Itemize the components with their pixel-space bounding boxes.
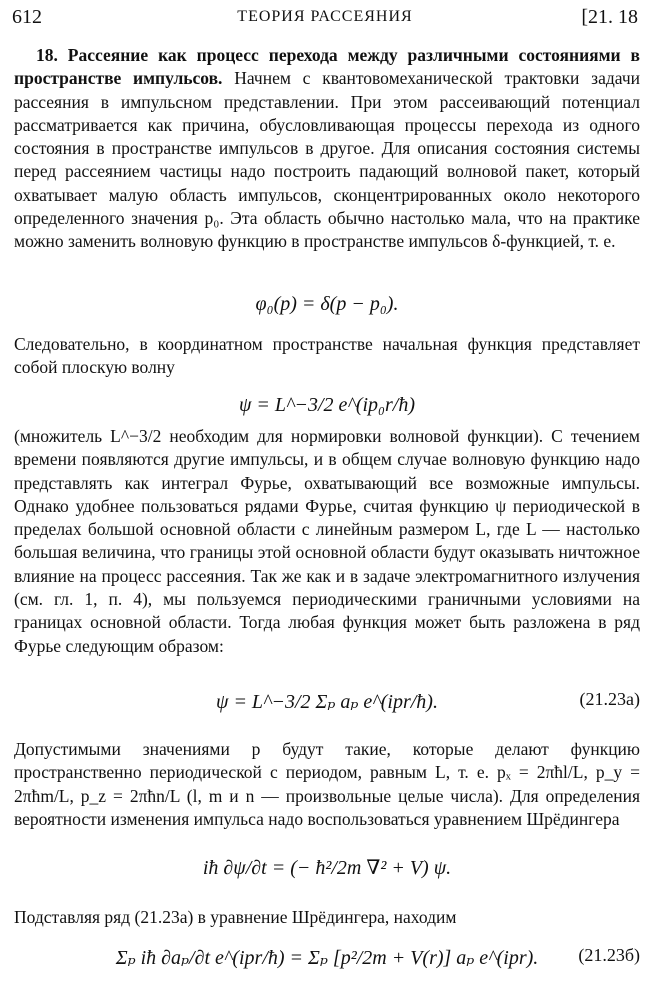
section-reference: [21. 18: [581, 6, 638, 28]
equation-number-21-23a: (21.23а): [579, 689, 640, 709]
equation-coefficients: [14, 945, 640, 970]
running-title: ТЕОРИЯ РАССЕЯНИЯ: [237, 8, 413, 25]
running-header: [12, 6, 638, 32]
paragraph-fourier: (множитель L^−3/2 необходим для нормировки волновой функции). С течением времени появляются другие импульсы, и в общем случае волновую функцию надо представлять как интеграл Фурье, охватывающий все возможные импульсы. Однако удобнее пользоваться рядами Фурье, считая функцию ψ периодической в пределах большой основной области с линейным размером L, где L — настолько большая величина, что границы этой основной области будут оказывать ничтожное влияние на процесс рассеяния. Так же как и в задаче электромагнитного излучения (см. гл. 1, п. 4), мы пользуемся периодическими граничными условиями на границах основной области. Тогда любая функция может быть разложена в ряд Фурье следующим образом:: [14, 426, 640, 656]
equation-number-21-23b: (21.23б): [578, 945, 640, 965]
equation-delta-body: φ₀(p) = δ(p − p₀).: [255, 293, 399, 315]
equation-coefficients-body: Σₚ iħ ∂aₚ/∂t e^(ipr/ħ) = Σₚ [p²/2m + V(r)] aₚ e^(ipr).: [115, 947, 539, 969]
paragraph-intro: [14, 44, 640, 254]
equation-schrodinger: [14, 855, 640, 880]
intro-text: Начнем с квантовомеханической трактовки задачи рассеяния в импульсном представлении. При этом рассеивающий потенциал рассматривается как причина, обусловливающая процессы перехода из одного состояния в пространстве импульсов в другое. Для описания состояния системы перед рассеянием частицы надо построить падающий волновой пакет, который охватывает малую область импульсов, сконцентрированных около некоторого определенного значения p₀. Эта область обычно настолько мала, что на практике можно заменить волновую функцию в пространстве импульсов δ-функцией, т. е.: [14, 68, 641, 252]
section-heading: 18. Рассеяние как процесс перехода между различными состояниями в пространстве импульсов.: [14, 45, 640, 89]
equation-fourier-series: [14, 689, 640, 714]
page-number: 612: [12, 6, 42, 28]
paragraph-periodic: Допустимыми значениями p будут такие, которые делают функцию пространственно периодической с периодом, равным L, т. е. pₓ = 2πħl/L, p_y = 2πħm/L, p_z = 2πħn/L (l, m и n — произвольные целые числа). Для определения вероятности изменения импульса надо воспользоваться уравнением Шрёдингера: [14, 739, 640, 829]
equation-fourier-series-body: ψ = L^−3/2 Σₚ aₚ e^(ipr/ħ).: [216, 691, 438, 713]
equation-delta: [14, 293, 640, 316]
paragraph-plane-wave: Следовательно, в координатном пространстве начальная функция представляет собой плоскую волну: [14, 334, 640, 378]
paragraph-substituting: Подставляя ряд (21.23а) в уравнение Шрёдингера, находим: [14, 907, 457, 927]
equation-schrodinger-body: iħ ∂ψ/∂t = (− ħ²/2m ∇² + V) ψ.: [202, 857, 452, 879]
equation-plane-wave-body: ψ = L^−3/2 e^(ip₀r/ħ): [238, 394, 415, 416]
equation-plane-wave: [14, 394, 640, 417]
